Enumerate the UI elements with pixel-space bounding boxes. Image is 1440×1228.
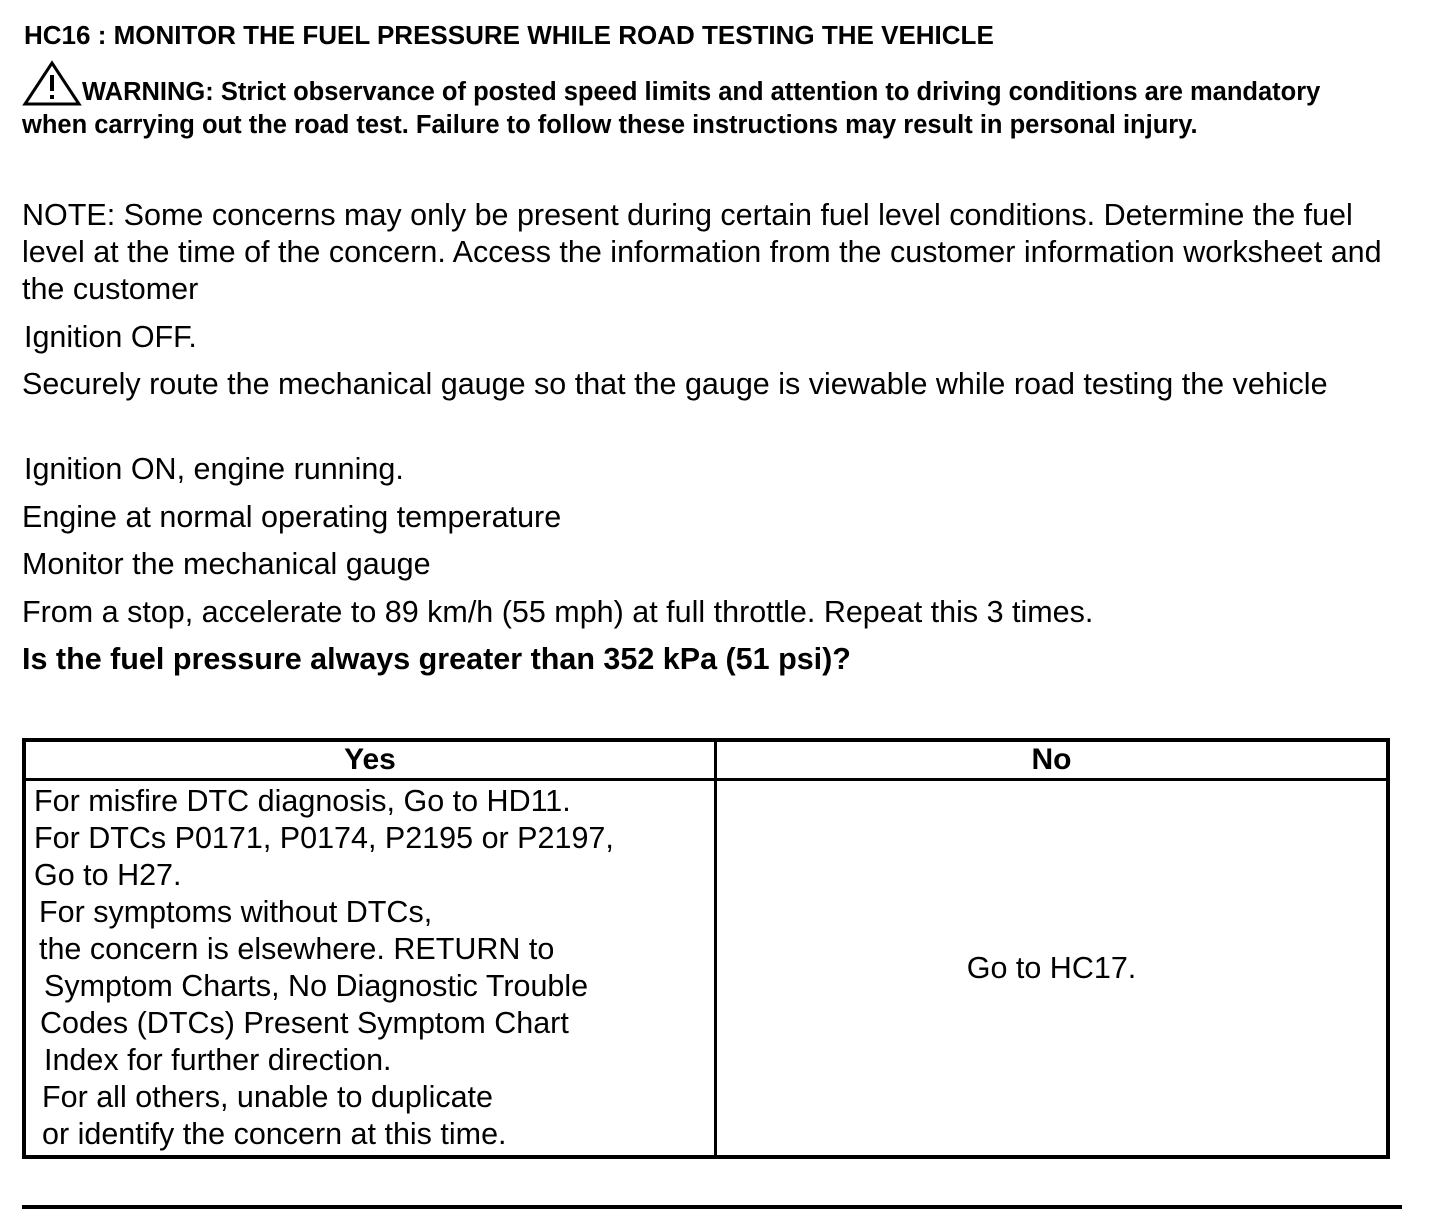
- diagnostic-question: Is the fuel pressure always greater than 352 kPa (51 psi)?: [22, 642, 851, 676]
- no-action-text: Go to HC17.: [966, 950, 1137, 985]
- warning-triangle-icon: [22, 60, 82, 108]
- yes-line: the concern is elsewhere. RETURN to: [39, 932, 555, 966]
- step-title: HC16 : MONITOR THE FUEL PRESSURE WHILE ROAD TESTING THE VEHICLE: [24, 20, 994, 50]
- step-ignition-off: Ignition OFF.: [24, 320, 197, 354]
- yes-line: For all others, unable to duplicate: [42, 1080, 493, 1114]
- yes-line: Go to H27.: [34, 858, 182, 892]
- step-route-gauge: Securely route the mechanical gauge so that the gauge is viewable while road testing the vehicle: [22, 367, 1328, 401]
- yes-line: Codes (DTCs) Present Symptom Chart: [40, 1006, 569, 1040]
- note-text: NOTE: Some concerns may only be present during certain fuel level conditions. Determine the fuel level at the time of the concern. Access the information from the customer information worksheet and the customer: [22, 198, 1382, 306]
- warning-text: WARNING: Strict observance of posted speed limits and attention to driving conditions are mandatory when carrying out the road test. Failure to follow these instructions may result in personal injury.: [22, 78, 1321, 139]
- result-table: [22, 738, 1390, 1159]
- yes-line: Symptom Charts, No Diagnostic Trouble: [44, 969, 589, 1003]
- step-ignition-on: Ignition ON, engine running.: [24, 452, 404, 486]
- bottom-divider: [22, 1205, 1402, 1209]
- warning-block: [22, 60, 1382, 142]
- step-accelerate: From a stop, accelerate to 89 km/h (55 mph) at full throttle. Repeat this 3 times.: [22, 595, 1094, 629]
- yes-line: For misfire DTC diagnosis, Go to HD11.: [34, 784, 571, 818]
- yes-line: For symptoms without DTCs,: [39, 895, 433, 929]
- yes-action-cell: [24, 780, 716, 1158]
- yes-line: For DTCs P0171, P0174, P2195 or P2197,: [34, 821, 614, 855]
- result-table-body-row: [24, 780, 1388, 1158]
- result-table-header-row: [24, 740, 1388, 780]
- no-action-cell: [716, 780, 1389, 1158]
- no-header: No: [716, 740, 1389, 780]
- yes-line: or identify the concern at this time.: [42, 1117, 507, 1151]
- yes-line: Index for further direction.: [44, 1043, 392, 1077]
- step-monitor-gauge: Monitor the mechanical gauge: [22, 547, 431, 581]
- step-operating-temp: Engine at normal operating temperature: [22, 500, 562, 534]
- yes-header: Yes: [24, 740, 716, 780]
